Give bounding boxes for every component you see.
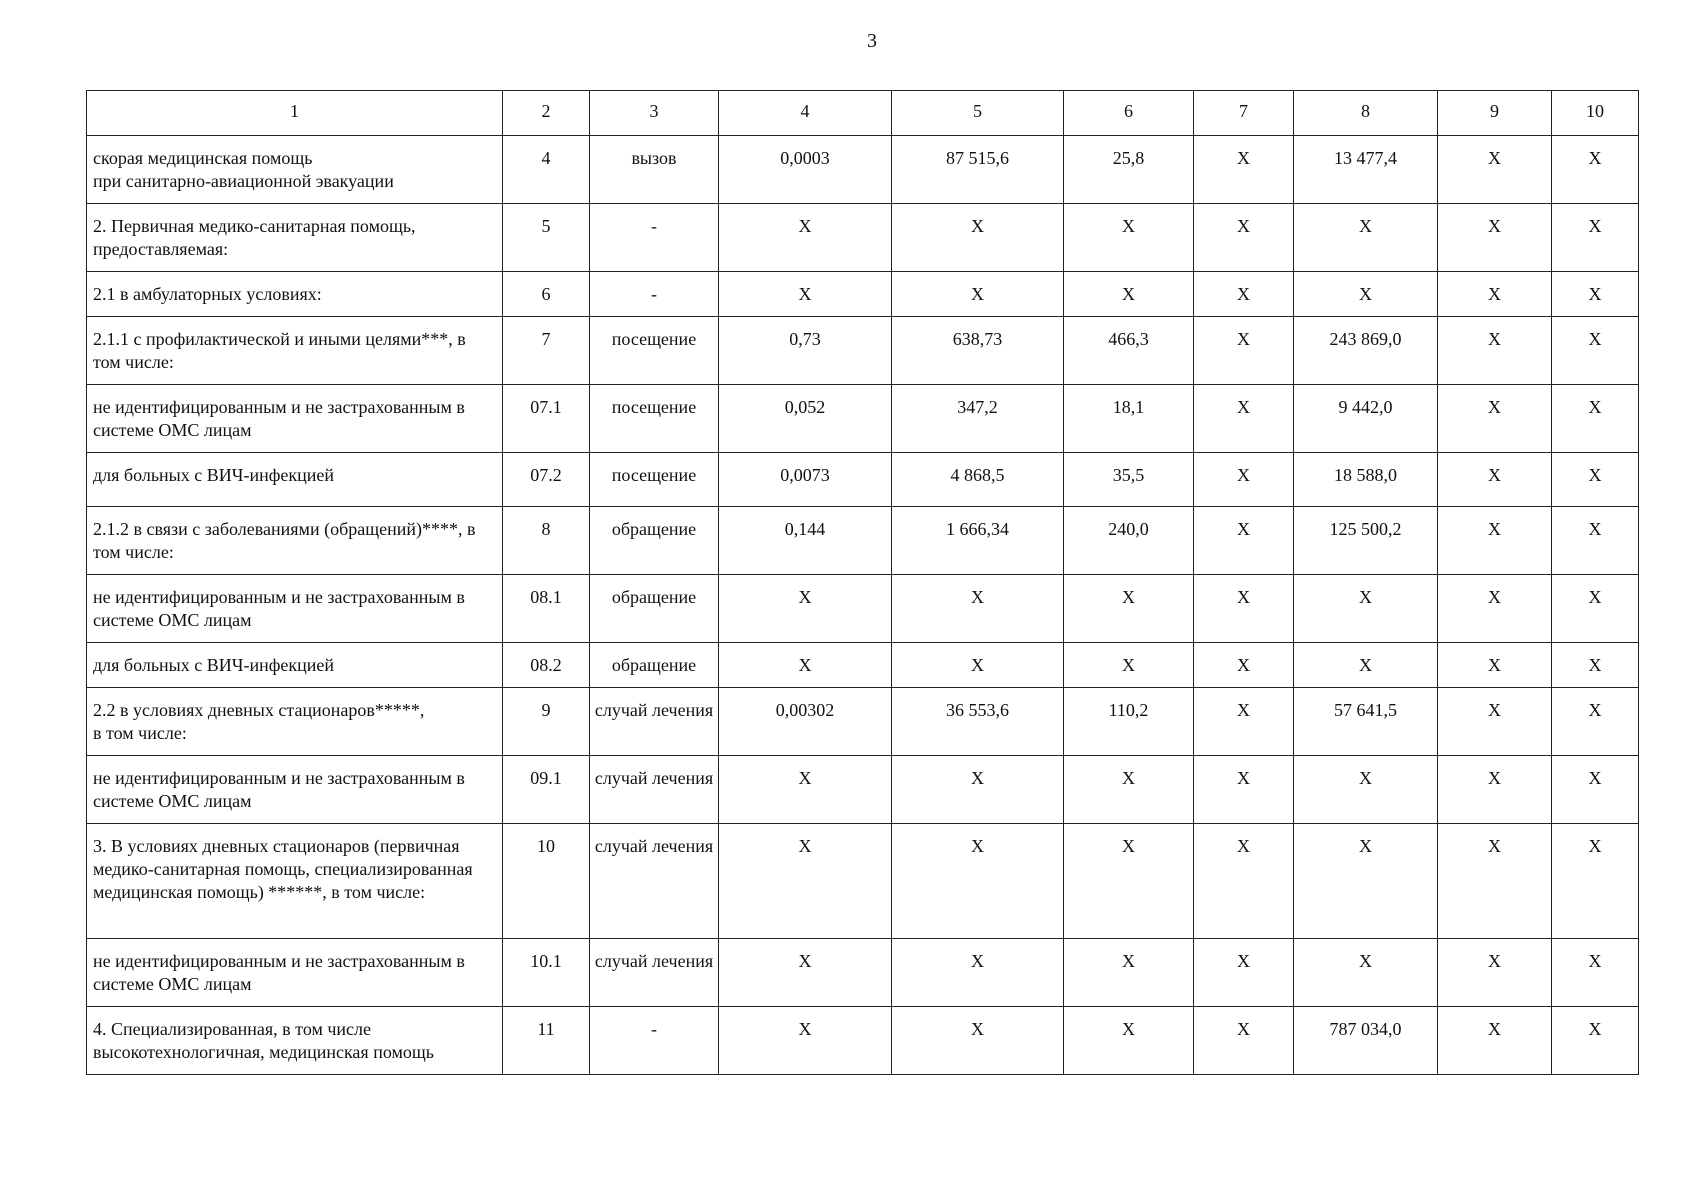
unit-cell: - [590,204,719,272]
col-9-cell: X [1438,939,1552,1007]
column-number-8: 8 [1294,91,1438,136]
col-9-cell: X [1438,507,1552,575]
col-4-cell: X [719,756,892,824]
col-4-cell: 0,0003 [719,136,892,204]
col-4-cell: 0,144 [719,507,892,575]
row-code-cell: 08.1 [503,575,590,643]
col-7-cell: X [1194,204,1294,272]
column-number-6: 6 [1064,91,1194,136]
unit-cell: посещение [590,317,719,385]
table-row [87,507,1639,575]
col-5-cell: 4 868,5 [892,453,1064,507]
col-5-cell: X [892,756,1064,824]
col-4-cell: X [719,824,892,939]
unit-cell: - [590,272,719,317]
col-4-cell: X [719,643,892,688]
col-7-cell: X [1194,453,1294,507]
row-code-cell: 08.2 [503,643,590,688]
col-5-cell: X [892,643,1064,688]
col-10-cell: X [1552,688,1639,756]
column-number-3: 3 [590,91,719,136]
unit-cell: вызов [590,136,719,204]
unit-cell: посещение [590,453,719,507]
row-code-cell: 9 [503,688,590,756]
table-row [87,272,1639,317]
col-10-cell: X [1552,507,1639,575]
col-8-cell: X [1294,643,1438,688]
row-code-cell: 7 [503,317,590,385]
col-10-cell: X [1552,385,1639,453]
col-6-cell: 466,3 [1064,317,1194,385]
data-table [86,90,1639,1075]
col-6-cell: X [1064,756,1194,824]
column-number-7: 7 [1194,91,1294,136]
col-7-cell: X [1194,507,1294,575]
row-code-cell: 11 [503,1007,590,1075]
col-4-cell: X [719,272,892,317]
col-10-cell: X [1552,453,1639,507]
col-5-cell: X [892,939,1064,1007]
table-row [87,688,1639,756]
unit-cell: обращение [590,643,719,688]
header-row [87,91,1639,136]
row-name-cell: 4. Специализированная, в том числе высокотехнологичная, медицинская помощь [87,1007,503,1075]
col-7-cell: X [1194,939,1294,1007]
row-code-cell: 10.1 [503,939,590,1007]
table-row [87,204,1639,272]
col-7-cell: X [1194,824,1294,939]
col-10-cell: X [1552,824,1639,939]
col-8-cell: X [1294,756,1438,824]
unit-cell: обращение [590,507,719,575]
column-number-9: 9 [1438,91,1552,136]
col-8-cell: 243 869,0 [1294,317,1438,385]
col-6-cell: X [1064,272,1194,317]
table-row [87,824,1639,939]
col-10-cell: X [1552,204,1639,272]
col-8-cell: X [1294,824,1438,939]
col-7-cell: X [1194,272,1294,317]
row-name-cell: не идентифицированным и не застрахованным в системе ОМС лицам [87,575,503,643]
row-name-cell: 2.1.2 в связи с заболеваниями (обращений)****, в том числе: [87,507,503,575]
col-7-cell: X [1194,136,1294,204]
row-code-cell: 8 [503,507,590,575]
row-name-cell: не идентифицированным и не застрахованным в системе ОМС лицам [87,385,503,453]
col-10-cell: X [1552,939,1639,1007]
col-6-cell: 240,0 [1064,507,1194,575]
col-8-cell: 9 442,0 [1294,385,1438,453]
col-5-cell: 638,73 [892,317,1064,385]
table-row [87,575,1639,643]
col-9-cell: X [1438,272,1552,317]
column-number-5: 5 [892,91,1064,136]
row-name-cell: 2.1.1 с профилактической и иными целями***, в том числе: [87,317,503,385]
col-5-cell: 1 666,34 [892,507,1064,575]
col-4-cell: 0,00302 [719,688,892,756]
col-8-cell: 125 500,2 [1294,507,1438,575]
col-5-cell: 36 553,6 [892,688,1064,756]
row-name-cell: скорая медицинская помощь при санитарно-авиационной эвакуации [87,136,503,204]
row-code-cell: 4 [503,136,590,204]
col-9-cell: X [1438,1007,1552,1075]
col-8-cell: X [1294,575,1438,643]
col-10-cell: X [1552,756,1639,824]
table-row [87,756,1639,824]
table-row [87,939,1639,1007]
row-code-cell: 6 [503,272,590,317]
col-10-cell: X [1552,1007,1639,1075]
column-number-1: 1 [87,91,503,136]
col-8-cell: X [1294,204,1438,272]
table-row [87,1007,1639,1075]
col-6-cell: X [1064,939,1194,1007]
col-10-cell: X [1552,272,1639,317]
col-6-cell: X [1064,824,1194,939]
unit-cell: случай лечения [590,939,719,1007]
row-code-cell: 07.1 [503,385,590,453]
column-number-2: 2 [503,91,590,136]
row-name-cell: для больных с ВИЧ-инфекцией [87,643,503,688]
table-row [87,136,1639,204]
col-6-cell: X [1064,575,1194,643]
col-8-cell: 787 034,0 [1294,1007,1438,1075]
row-name-cell: 2. Первичная медико-санитарная помощь, предоставляемая: [87,204,503,272]
col-5-cell: X [892,272,1064,317]
row-code-cell: 10 [503,824,590,939]
col-8-cell: X [1294,939,1438,1007]
unit-cell: случай лечения [590,756,719,824]
col-7-cell: X [1194,756,1294,824]
col-7-cell: X [1194,643,1294,688]
unit-cell: случай лечения [590,824,719,939]
column-number-10: 10 [1552,91,1639,136]
row-name-cell: 2.2 в условиях дневных стационаров*****, в том числе: [87,688,503,756]
row-code-cell: 5 [503,204,590,272]
col-9-cell: X [1438,136,1552,204]
col-9-cell: X [1438,453,1552,507]
col-9-cell: X [1438,204,1552,272]
row-name-cell: для больных с ВИЧ-инфекцией [87,453,503,507]
col-6-cell: X [1064,204,1194,272]
row-name-cell: не идентифицированным и не застрахованным в системе ОМС лицам [87,939,503,1007]
col-4-cell: X [719,939,892,1007]
col-7-cell: X [1194,317,1294,385]
table-row [87,453,1639,507]
col-4-cell: 0,0073 [719,453,892,507]
unit-cell: посещение [590,385,719,453]
col-5-cell: X [892,824,1064,939]
table-row [87,317,1639,385]
col-5-cell: X [892,575,1064,643]
col-9-cell: X [1438,385,1552,453]
col-9-cell: X [1438,575,1552,643]
col-5-cell: X [892,204,1064,272]
col-8-cell: 13 477,4 [1294,136,1438,204]
col-5-cell: 87 515,6 [892,136,1064,204]
col-6-cell: 35,5 [1064,453,1194,507]
col-7-cell: X [1194,575,1294,643]
col-10-cell: X [1552,317,1639,385]
col-9-cell: X [1438,824,1552,939]
col-6-cell: 110,2 [1064,688,1194,756]
col-6-cell: X [1064,643,1194,688]
col-4-cell: X [719,575,892,643]
col-8-cell: 18 588,0 [1294,453,1438,507]
row-name-cell: 2.1 в амбулаторных условиях: [87,272,503,317]
row-name-cell: не идентифицированным и не застрахованным в системе ОМС лицам [87,756,503,824]
row-code-cell: 07.2 [503,453,590,507]
col-9-cell: X [1438,688,1552,756]
col-5-cell: X [892,1007,1064,1075]
col-7-cell: X [1194,1007,1294,1075]
col-7-cell: X [1194,688,1294,756]
unit-cell: случай лечения [590,688,719,756]
table-row [87,643,1639,688]
col-4-cell: 0,73 [719,317,892,385]
col-6-cell: 18,1 [1064,385,1194,453]
col-4-cell: X [719,1007,892,1075]
unit-cell: - [590,1007,719,1075]
column-number-4: 4 [719,91,892,136]
col-9-cell: X [1438,317,1552,385]
page-number: 3 [867,30,877,52]
col-6-cell: 25,8 [1064,136,1194,204]
col-5-cell: 347,2 [892,385,1064,453]
col-10-cell: X [1552,643,1639,688]
unit-cell: обращение [590,575,719,643]
table-row [87,385,1639,453]
col-8-cell: X [1294,272,1438,317]
col-9-cell: X [1438,643,1552,688]
row-name-cell: 3. В условиях дневных стационаров (первичная медико-санитарная помощь, специализированная медицинская помощь) ******, в том числе: [87,824,503,939]
col-8-cell: 57 641,5 [1294,688,1438,756]
col-4-cell: 0,052 [719,385,892,453]
col-4-cell: X [719,204,892,272]
col-10-cell: X [1552,136,1639,204]
col-7-cell: X [1194,385,1294,453]
col-6-cell: X [1064,1007,1194,1075]
col-10-cell: X [1552,575,1639,643]
row-code-cell: 09.1 [503,756,590,824]
col-9-cell: X [1438,756,1552,824]
